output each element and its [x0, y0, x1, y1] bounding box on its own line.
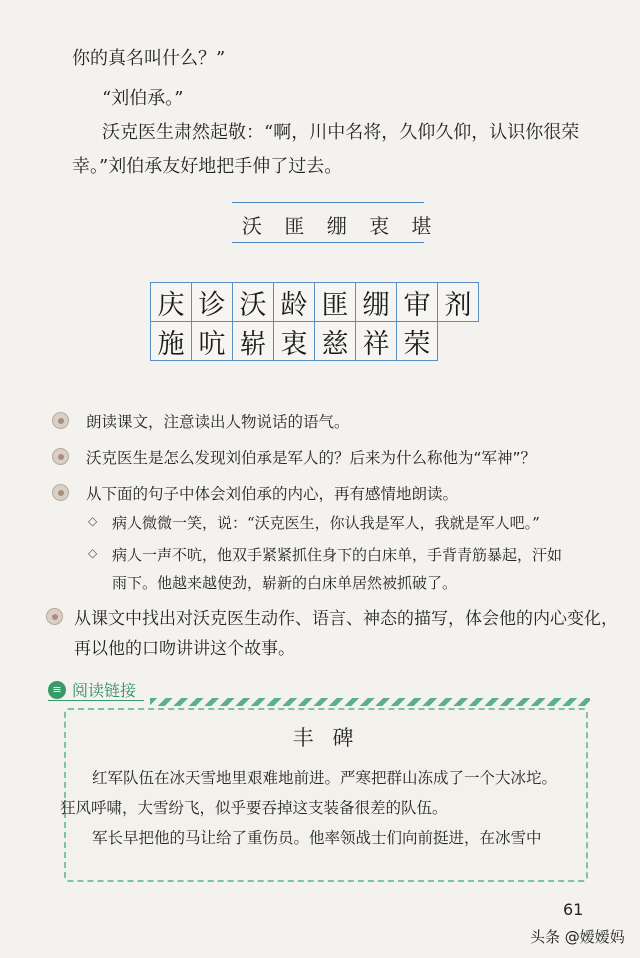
reading-box-title: 丰 碑 — [292, 726, 360, 750]
character-cell: 施 — [151, 322, 192, 360]
character-cell: 吭 — [192, 322, 233, 360]
question-2: 沃克医生是怎么发现刘伯承是军人的？后来为什么称他为“军神”？ — [86, 449, 537, 467]
passage-line-3: 沃克医生肃然起敬：“啊，川中名将，久仰久仰，认识你很荣 — [102, 122, 580, 143]
reading-link-tag — [48, 678, 136, 701]
character-cell: 剂 — [438, 283, 479, 321]
character-cell: 诊 — [192, 283, 233, 321]
reading-box-line-1: 红军队伍在冰天雪地里艰难地前进。严寒把群山冻成了一个大冰坨。 — [92, 769, 558, 787]
question-icon — [52, 448, 69, 465]
character-cell: 荣 — [397, 322, 438, 360]
question-4-line-1: 从课文中找出对沃克医生动作、语言、神态的描写，体会他的内心变化， — [74, 609, 618, 629]
quote-1: 病人微微一笑，说：“沃克医生，你认我是军人，我就是军人吧。” — [112, 514, 540, 532]
character-cell: 绷 — [356, 283, 397, 321]
reading-link-label: 阅读链接 — [72, 681, 137, 700]
question-3: 从下面的句子中体会刘伯承的内心，再有感情地朗读。 — [86, 485, 459, 503]
character-cell: 龄 — [274, 283, 315, 321]
character-cell: 庆 — [151, 283, 192, 321]
vocab-title-top-rule — [232, 202, 424, 203]
character-cell: 匪 — [315, 283, 356, 321]
character-grid-row-1 — [150, 282, 479, 322]
watermark: 头条 @嫒嫒妈 — [530, 928, 625, 946]
passage-line-1: 你的真名叫什么？” — [72, 48, 226, 69]
question-icon — [52, 484, 69, 501]
question-icon — [46, 608, 63, 625]
character-grid-row-2 — [150, 322, 438, 361]
character-cell: 审 — [397, 283, 438, 321]
question-1: 朗读课文，注意读出人物说话的语气。 — [86, 413, 350, 431]
reading-box-line-3: 军长早把他的马让给了重伤员。他率领战士们向前挺进，在冰雪中 — [92, 829, 542, 847]
quote-2-line-2: 雨下。他越来越使劲，崭新的白床单居然被抓破了。 — [112, 574, 458, 592]
diamond-bullet-icon: ◇ — [88, 546, 98, 560]
reading-box-line-2: 狂风呼啸，大雪纷飞，似乎要吞掉这支装备很差的队伍。 — [60, 799, 448, 817]
character-cell: 祥 — [356, 322, 397, 360]
vocab-title-bottom-rule — [232, 242, 424, 243]
question-4-line-2: 再以他的口吻讲讲这个故事。 — [74, 639, 295, 659]
question-icon — [52, 412, 69, 429]
quote-2-line-1: 病人一声不吭，他双手紧紧抓住身下的白床单，手背青筋暴起，汗如 — [112, 546, 563, 564]
diamond-bullet-icon: ◇ — [88, 514, 98, 528]
reading-box-stripe — [150, 698, 590, 706]
reading-box — [60, 708, 588, 882]
reading-link-underline — [48, 700, 144, 701]
character-cell: 崭 — [233, 322, 274, 360]
passage-line-2: “刘伯承。” — [102, 88, 184, 109]
vocab-title: 沃 匪 绷 衷 堪 — [242, 214, 440, 238]
character-cell: 衷 — [274, 322, 315, 360]
page-number: 61 — [563, 900, 584, 919]
character-cell: 沃 — [233, 283, 274, 321]
character-cell: 慈 — [315, 322, 356, 360]
character-grid — [150, 282, 479, 361]
passage-line-4: 幸。”刘伯承友好地把手伸了过去。 — [72, 156, 343, 177]
book-icon: ≡ — [48, 681, 66, 699]
